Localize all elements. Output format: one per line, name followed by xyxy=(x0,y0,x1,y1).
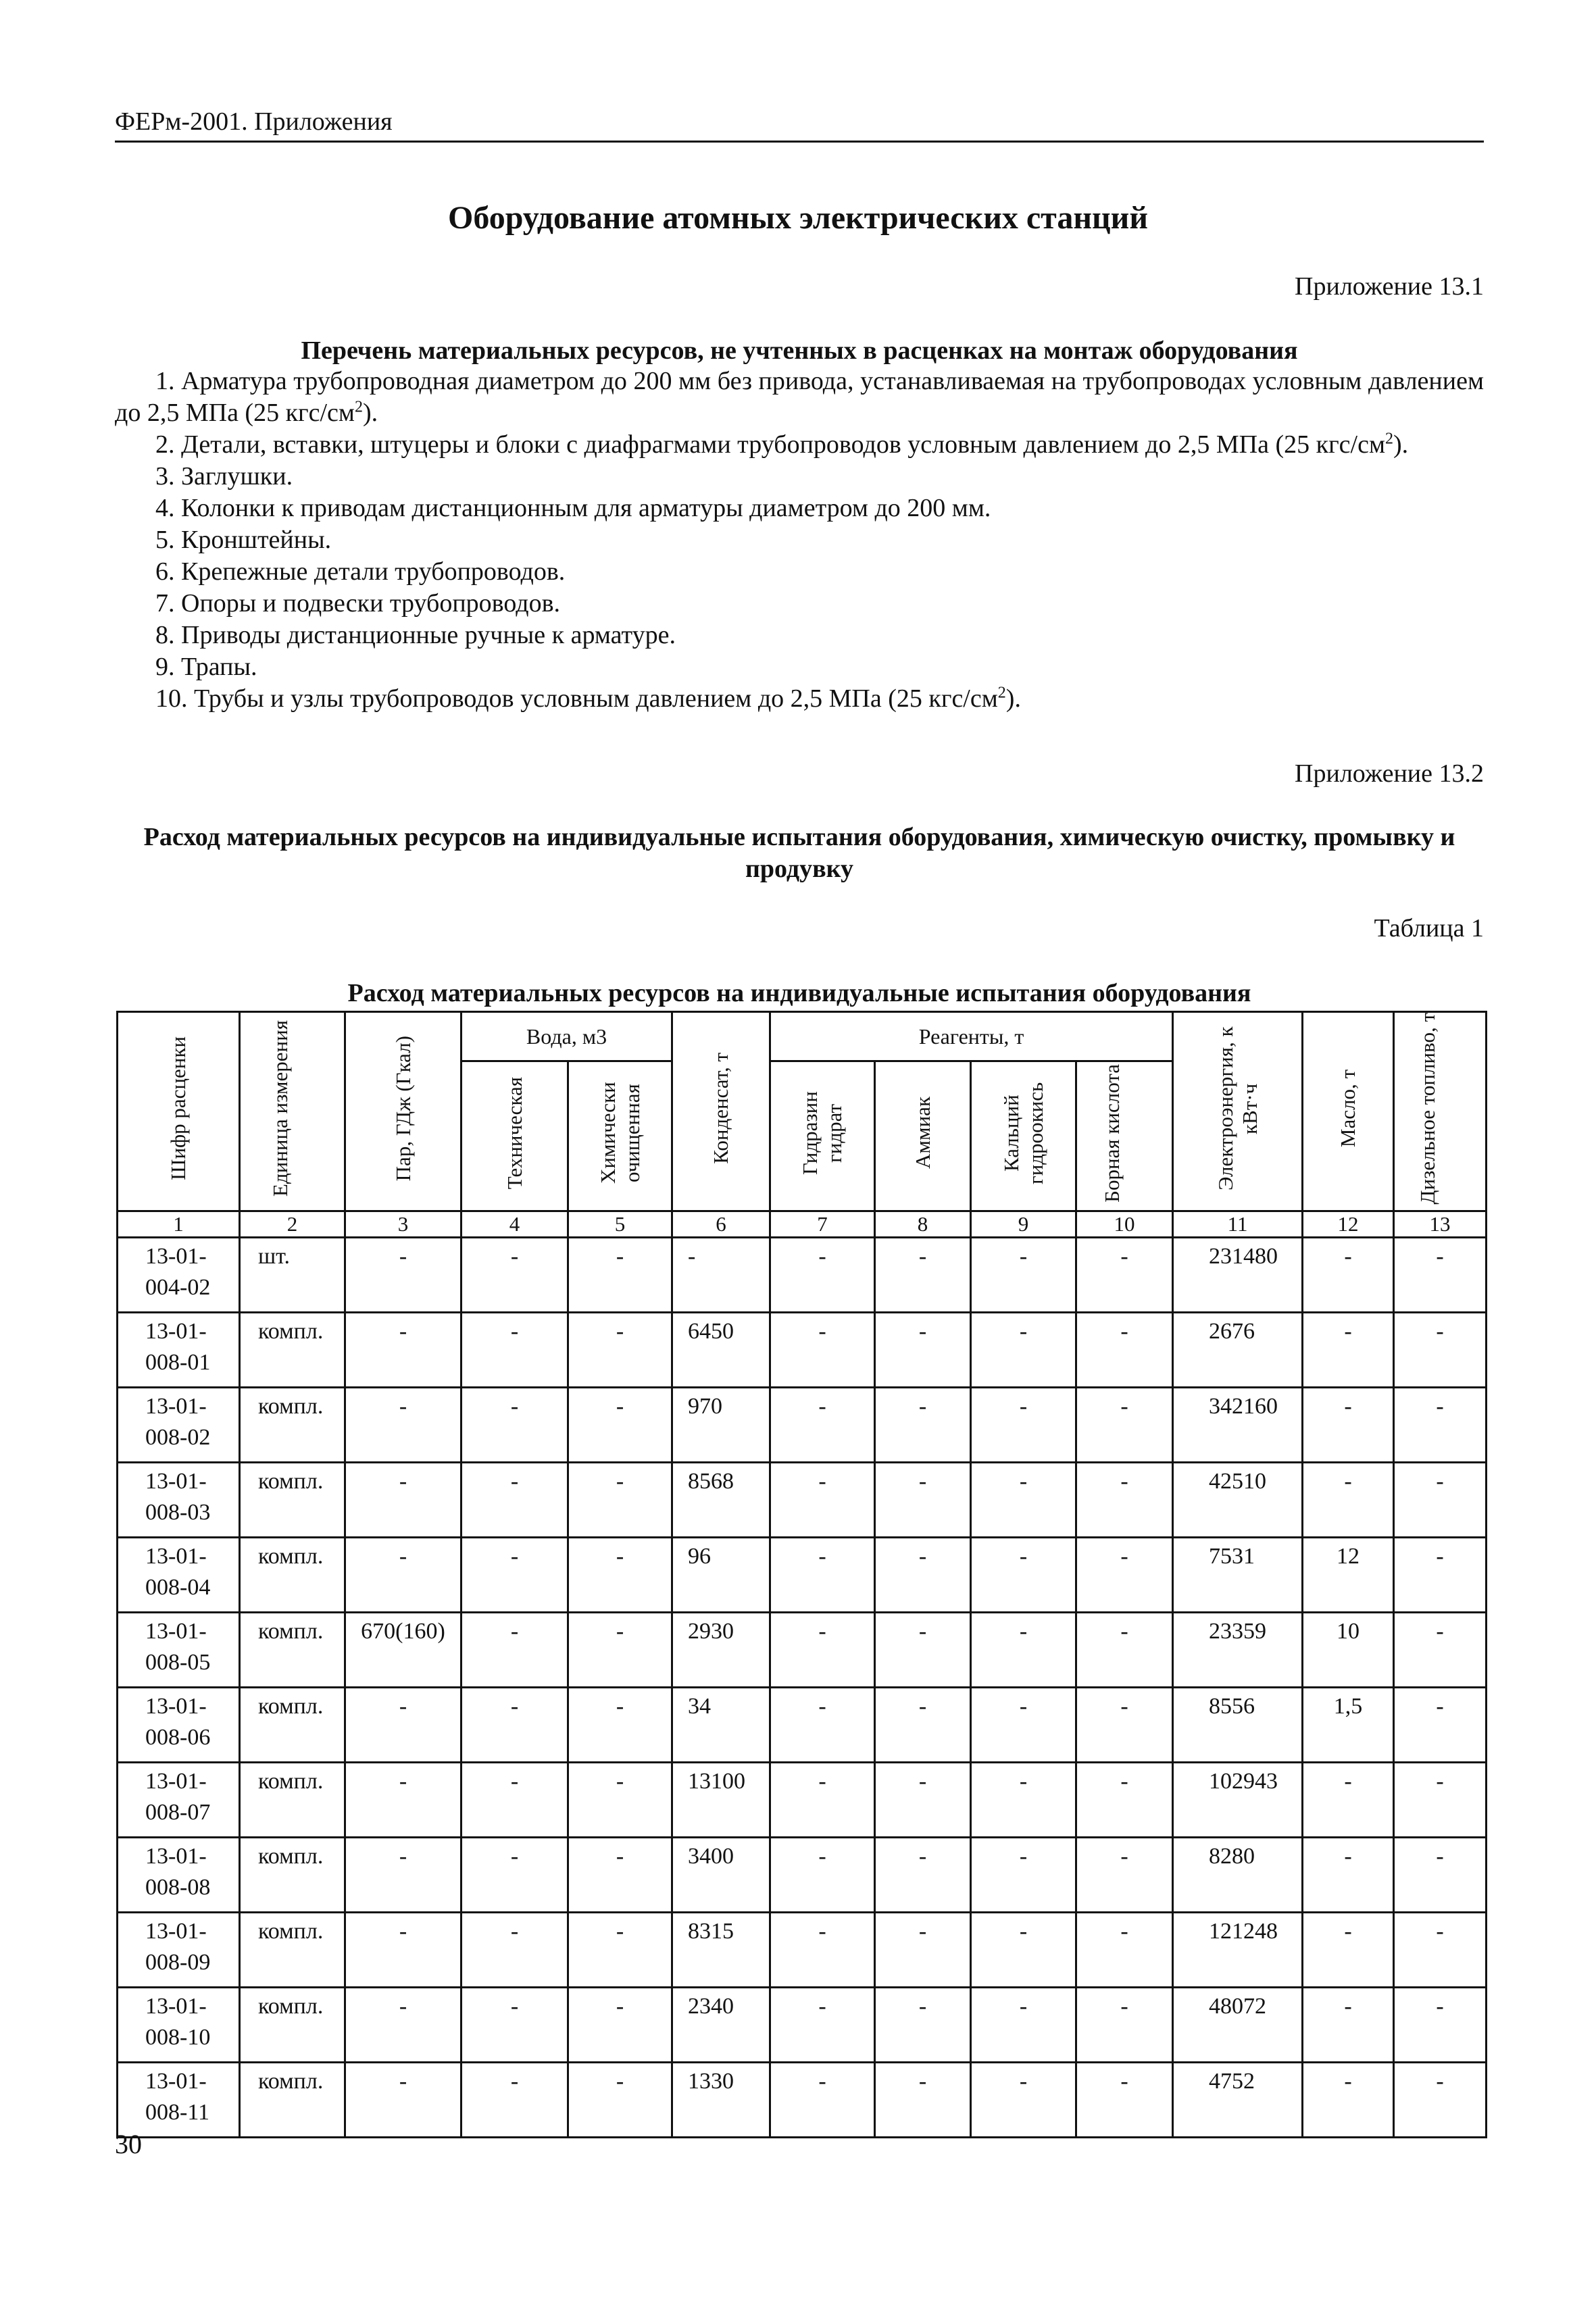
table-cell: 2930 xyxy=(672,1613,770,1688)
table-cell: 8280 xyxy=(1173,1838,1303,1913)
table-cell: - xyxy=(462,2063,568,2138)
table-cell: - xyxy=(462,1313,568,1388)
table-cell: - xyxy=(971,1763,1076,1838)
running-header: ФЕРм-2001. Приложения xyxy=(115,107,393,136)
table-cell: - xyxy=(1076,1613,1173,1688)
table-cell: 13100 xyxy=(672,1763,770,1838)
column-number: 4 xyxy=(462,1211,568,1238)
table-row xyxy=(118,1313,1487,1388)
table-row xyxy=(118,1463,1487,1538)
table-cell: - xyxy=(971,1988,1076,2063)
table-cell: 2676 xyxy=(1173,1313,1303,1388)
table-cell: - xyxy=(971,1838,1076,1913)
table-cell: - xyxy=(1394,1763,1487,1838)
list-item: 10. Трубы и узлы трубопроводов условным давлением до 2,5 МПа (25 кгс/$см^2$). xyxy=(155,684,1021,713)
table-cell: 12 xyxy=(1303,1538,1394,1613)
table-cell: - xyxy=(971,2063,1076,2138)
table-cell: - xyxy=(971,1688,1076,1763)
table-cell: 42510 xyxy=(1173,1463,1303,1538)
table-cell: - xyxy=(345,1313,462,1388)
table-cell: - xyxy=(1394,1988,1487,2063)
group-header-reagents: Реагенты, т xyxy=(770,1012,1173,1061)
col-header-diesel: Дизельное топливо, т xyxy=(1394,1012,1487,1211)
table-cell: 2340 xyxy=(672,1988,770,2063)
table-cell: - xyxy=(1076,1238,1173,1313)
table-row xyxy=(118,2063,1487,2138)
table-cell: - xyxy=(875,1463,971,1538)
table-cell: 6450 xyxy=(672,1313,770,1388)
list-item: 5. Кронштейны. xyxy=(155,526,332,554)
table-cell: - xyxy=(568,1613,672,1688)
table-row xyxy=(118,1538,1487,1613)
table-cell: - xyxy=(1076,1988,1173,2063)
table-cell: 13-01- 008-01 xyxy=(118,1313,240,1388)
table-cell: - xyxy=(770,1688,875,1763)
table-cell: 13-01- 008-07 xyxy=(118,1763,240,1838)
header-rule xyxy=(115,141,1484,143)
table-cell: 13-01- 008-03 xyxy=(118,1463,240,1538)
table-cell: - xyxy=(1303,1838,1394,1913)
table-cell: - xyxy=(971,1538,1076,1613)
table-cell: - xyxy=(1394,1238,1487,1313)
table-cell: 23359 xyxy=(1173,1613,1303,1688)
table-cell: 13-01- 008-06 xyxy=(118,1688,240,1763)
table-cell: - xyxy=(971,1388,1076,1463)
appendix-13-1-heading: Перечень материальных ресурсов, не учтенных в расценках на монтаж оборудования xyxy=(301,336,1298,365)
table-cell: - xyxy=(875,2063,971,2138)
table-cell: - xyxy=(1394,1313,1487,1388)
table-cell: - xyxy=(875,1538,971,1613)
table-cell: - xyxy=(1394,1613,1487,1688)
table-cell: - xyxy=(568,1238,672,1313)
table-cell: - xyxy=(875,1313,971,1388)
col-header-boric-acid: Борная кислота xyxy=(1076,1061,1173,1211)
table-cell: - xyxy=(1394,1463,1487,1538)
table-cell: - xyxy=(1076,1688,1173,1763)
table-cell: - xyxy=(1394,1688,1487,1763)
table-cell: - xyxy=(875,1238,971,1313)
col-header-calcium-hydroxide: Кальций гидроокись xyxy=(971,1061,1076,1211)
table-cell: - xyxy=(1394,1388,1487,1463)
table-cell: - xyxy=(1303,1388,1394,1463)
table-cell: - xyxy=(462,1238,568,1313)
col-header-chemically-purified-water: Химически очищенная xyxy=(568,1061,672,1211)
table-cell: 7531 xyxy=(1173,1538,1303,1613)
table-cell: - xyxy=(568,1763,672,1838)
table-cell: 13-01- 008-11 xyxy=(118,2063,240,2138)
table-cell: 121248 xyxy=(1173,1913,1303,1988)
table-cell: - xyxy=(345,1838,462,1913)
table-cell: - xyxy=(770,1913,875,1988)
table-row xyxy=(118,1688,1487,1763)
table-row xyxy=(118,1613,1487,1688)
list-item: 8. Приводы дистанционные ручные к арматуре. xyxy=(155,621,676,649)
table-cell: 342160 xyxy=(1173,1388,1303,1463)
table-label: Таблица 1 xyxy=(1374,914,1484,942)
table-cell: - xyxy=(971,1313,1076,1388)
table-cell: - xyxy=(345,1538,462,1613)
table-cell: - xyxy=(770,1763,875,1838)
col-header-technical-water: Техническая xyxy=(462,1061,568,1211)
table-cell: - xyxy=(1303,1238,1394,1313)
table-cell: - xyxy=(568,1388,672,1463)
table-cell: 3400 xyxy=(672,1838,770,1913)
table-cell: - xyxy=(568,2063,672,2138)
table-cell: - xyxy=(770,1388,875,1463)
table-cell: - xyxy=(875,1838,971,1913)
table-cell: - xyxy=(568,1913,672,1988)
table-caption: Расход материальных ресурсов на индивидуальные испытания оборудования xyxy=(347,979,1251,1007)
resources-table xyxy=(116,1011,1487,2138)
table-cell: - xyxy=(770,1313,875,1388)
table-cell: - xyxy=(462,1763,568,1838)
table-row xyxy=(118,1913,1487,1988)
table-cell: компл. xyxy=(240,2063,345,2138)
table-cell: - xyxy=(568,1688,672,1763)
table-cell: компл. xyxy=(240,1313,345,1388)
table-cell: - xyxy=(1394,2063,1487,2138)
table-cell: 8556 xyxy=(1173,1688,1303,1763)
table-cell: - xyxy=(1303,1763,1394,1838)
table-cell: компл. xyxy=(240,1688,345,1763)
table-cell: - xyxy=(1076,1388,1173,1463)
appendix-13-1-label: Приложение 13.1 xyxy=(1295,272,1484,301)
table-cell: - xyxy=(770,1838,875,1913)
table-cell: 970 xyxy=(672,1388,770,1463)
table-cell: - xyxy=(462,1613,568,1688)
list-item: 4. Колонки к приводам дистанционным для арматуры диаметром до 200 мм. xyxy=(155,494,991,522)
table-cell: - xyxy=(462,1463,568,1538)
col-header-unit: Единица измерения xyxy=(240,1012,345,1211)
table-cell: 8568 xyxy=(672,1463,770,1538)
materials-list xyxy=(115,366,1484,715)
table-cell: компл. xyxy=(240,1463,345,1538)
group-header-water: Вода, м3 xyxy=(462,1012,672,1061)
table-cell: - xyxy=(875,1988,971,2063)
table-cell: компл. xyxy=(240,1988,345,2063)
table-cell: 1330 xyxy=(672,2063,770,2138)
col-header-hydrazine-hydrate: Гидразин гидрат xyxy=(770,1061,875,1211)
table-cell: 48072 xyxy=(1173,1988,1303,2063)
col-header-code: Шифр расценки xyxy=(118,1012,240,1211)
table-row xyxy=(118,1763,1487,1838)
table-cell: 13-01- 004-02 xyxy=(118,1238,240,1313)
list-item: 7. Опоры и подвески трубопроводов. xyxy=(155,589,561,618)
table-cell: - xyxy=(770,1538,875,1613)
table-cell: шт. xyxy=(240,1238,345,1313)
column-number: 2 xyxy=(240,1211,345,1238)
table-cell: - xyxy=(1303,2063,1394,2138)
table-cell: 4752 xyxy=(1173,2063,1303,2138)
table-cell: - xyxy=(345,1388,462,1463)
table-cell: 231480 xyxy=(1173,1238,1303,1313)
table-row xyxy=(118,1238,1487,1313)
table-cell: 8315 xyxy=(672,1913,770,1988)
appendix-13-2-label: Приложение 13.2 xyxy=(1295,759,1484,788)
column-number: 3 xyxy=(345,1211,462,1238)
table-cell: - xyxy=(1076,1313,1173,1388)
table-cell: - xyxy=(345,1463,462,1538)
table-cell: 13-01- 008-08 xyxy=(118,1838,240,1913)
col-header-electricity: Электроэнергия, к кВт·ч xyxy=(1173,1012,1303,1211)
list-item: 6. Крепежные детали трубопроводов. xyxy=(155,557,566,586)
table-cell: - xyxy=(971,1613,1076,1688)
table-cell: - xyxy=(1303,1313,1394,1388)
column-number: 1 xyxy=(118,1211,240,1238)
table-cell: - xyxy=(1394,1838,1487,1913)
table-cell: - xyxy=(568,1538,672,1613)
table-row xyxy=(118,1838,1487,1913)
table-cell: - xyxy=(875,1388,971,1463)
table-cell: - xyxy=(1076,1913,1173,1988)
table-cell: компл. xyxy=(240,1613,345,1688)
table-cell: - xyxy=(345,2063,462,2138)
table-cell: - xyxy=(770,2063,875,2138)
table-cell: 96 xyxy=(672,1538,770,1613)
column-number: 13 xyxy=(1394,1211,1487,1238)
list-item: 1. Арматура трубопроводная диаметром до 200 мм без привода, устанавливаемая на трубопроводах условным давлением до 2,5 МПа (25 кгс/$см^2$). xyxy=(115,367,1484,427)
table-cell: - xyxy=(1303,1988,1394,2063)
table-cell: 1,5 xyxy=(1303,1688,1394,1763)
column-number: 7 xyxy=(770,1211,875,1238)
column-number-row xyxy=(118,1211,1487,1238)
table-cell: компл. xyxy=(240,1838,345,1913)
table-cell: - xyxy=(462,1388,568,1463)
table-cell: - xyxy=(1076,1538,1173,1613)
table-cell: компл. xyxy=(240,1388,345,1463)
table-cell: компл. xyxy=(240,1763,345,1838)
table-cell: 13-01- 008-10 xyxy=(118,1988,240,2063)
table-cell: - xyxy=(1303,1913,1394,1988)
column-number: 8 xyxy=(875,1211,971,1238)
table-cell: 13-01- 008-02 xyxy=(118,1388,240,1463)
table-cell: - xyxy=(345,1688,462,1763)
col-header-ammonia: Аммиак xyxy=(875,1061,971,1211)
page-number: 30 xyxy=(115,2129,142,2159)
table-cell: - xyxy=(971,1463,1076,1538)
table-cell: - xyxy=(1076,1838,1173,1913)
table-cell: - xyxy=(345,1913,462,1988)
col-header-steam: Пар, ГДж (Гкал) xyxy=(345,1012,462,1211)
table-cell: - xyxy=(1076,1463,1173,1538)
list-item: 3. Заглушки. xyxy=(155,462,293,491)
table-row xyxy=(118,1388,1487,1463)
table-cell: - xyxy=(345,1988,462,2063)
table-cell: - xyxy=(971,1238,1076,1313)
table-cell: - xyxy=(1076,2063,1173,2138)
table-cell: - xyxy=(875,1763,971,1838)
table-cell: 10 xyxy=(1303,1613,1394,1688)
col-header-oil: Масло, т xyxy=(1303,1012,1394,1211)
column-number: 6 xyxy=(672,1211,770,1238)
table-cell: - xyxy=(462,1913,568,1988)
table-cell: - xyxy=(875,1688,971,1763)
table-cell: - xyxy=(568,1838,672,1913)
column-number: 12 xyxy=(1303,1211,1394,1238)
table-cell: - xyxy=(462,1538,568,1613)
table-cell: - xyxy=(770,1988,875,2063)
table-cell: - xyxy=(1303,1463,1394,1538)
table-cell: - xyxy=(875,1913,971,1988)
table-cell: - xyxy=(568,1988,672,2063)
table-cell: - xyxy=(568,1463,672,1538)
table-cell: - xyxy=(672,1238,770,1313)
column-number: 9 xyxy=(971,1211,1076,1238)
table-cell: - xyxy=(770,1238,875,1313)
table-cell: 34 xyxy=(672,1688,770,1763)
table-cell: - xyxy=(345,1238,462,1313)
table-cell: - xyxy=(1394,1538,1487,1613)
column-number: 10 xyxy=(1076,1211,1173,1238)
table-cell: 13-01- 008-04 xyxy=(118,1538,240,1613)
table-cell: 670(160) xyxy=(345,1613,462,1688)
table-cell: 13-01- 008-09 xyxy=(118,1913,240,1988)
table-cell: - xyxy=(770,1463,875,1538)
table-cell: - xyxy=(462,1838,568,1913)
table-cell: - xyxy=(1076,1763,1173,1838)
table-cell: - xyxy=(1394,1913,1487,1988)
table-cell: - xyxy=(971,1913,1076,1988)
table-cell: - xyxy=(462,1988,568,2063)
table-cell: - xyxy=(875,1613,971,1688)
appendix-13-2-heading: Расход материальных ресурсов на индивидуальные испытания оборудования, химическую очистку, промывку и продувку xyxy=(143,823,1455,883)
table-cell: - xyxy=(770,1613,875,1688)
table-cell: компл. xyxy=(240,1913,345,1988)
table-row xyxy=(118,1988,1487,2063)
table-cell: - xyxy=(462,1688,568,1763)
column-number: 5 xyxy=(568,1211,672,1238)
col-header-condensate: Конденсат, т xyxy=(672,1012,770,1211)
table-cell: компл. xyxy=(240,1538,345,1613)
table-cell: - xyxy=(345,1763,462,1838)
list-item: 9. Трапы. xyxy=(155,653,257,681)
document-title: Оборудование атомных электрических станций xyxy=(448,200,1148,236)
table-cell: 13-01- 008-05 xyxy=(118,1613,240,1688)
column-number: 11 xyxy=(1173,1211,1303,1238)
list-item: 2. Детали, вставки, штуцеры и блоки с диафрагмами трубопроводов условным давлением до 2,5 МПа (25 кгс/$см^2$). xyxy=(155,430,1409,459)
table-cell: 102943 xyxy=(1173,1763,1303,1838)
table-cell: - xyxy=(568,1313,672,1388)
